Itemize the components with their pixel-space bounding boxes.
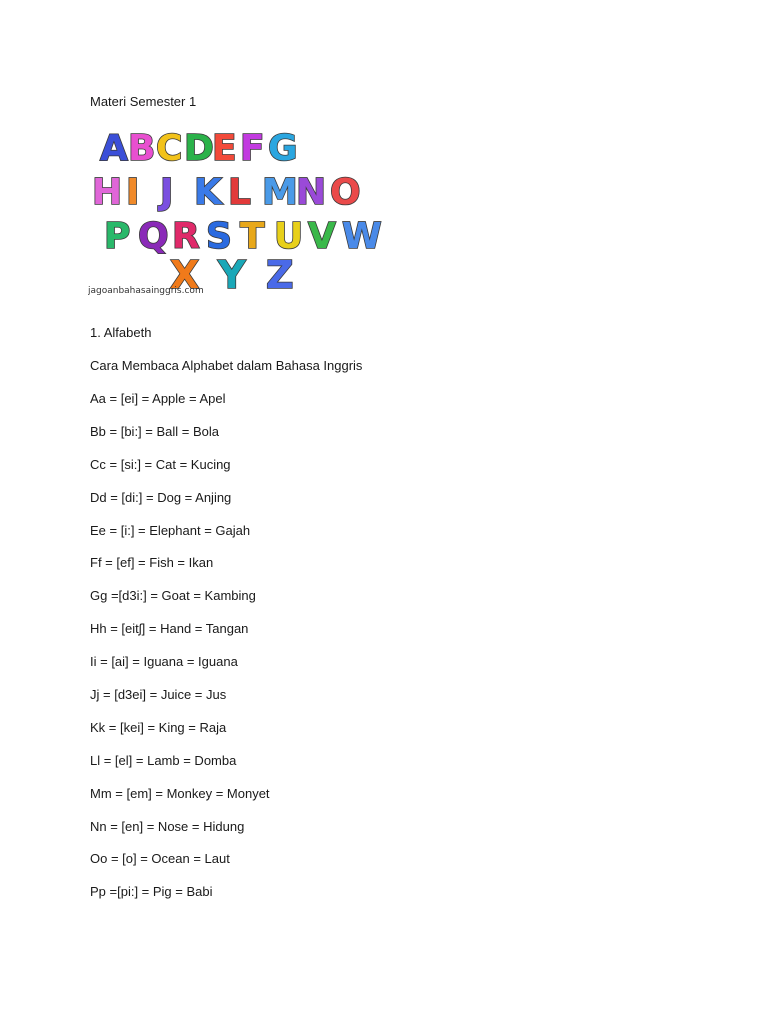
alphabet-letter: H	[92, 172, 123, 213]
alphabet-letter: O	[330, 172, 361, 213]
letter-entry: Hh = [eitʃ] = Hand = Tangan	[90, 621, 249, 637]
alphabet-image	[88, 122, 388, 297]
alphabet-letter: Q	[138, 216, 169, 257]
letter-entry: Dd = [di:] = Dog = Anjing	[90, 489, 232, 505]
alphabet-letter: N	[296, 172, 327, 213]
letter-list	[90, 391, 270, 917]
alphabet-letter: B	[128, 128, 156, 169]
letter-entry: Cc = [si:] = Cat = Kucing	[90, 456, 231, 472]
alphabet-letter: F	[240, 128, 265, 169]
alphabet-letter: V	[308, 216, 336, 257]
alphabet-letter: G	[268, 128, 298, 169]
alphabet-letter: L	[228, 172, 251, 213]
alphabet-letter: A	[100, 128, 128, 169]
letter-entry: Gg =[d3i:] = Goat = Kambing	[90, 588, 256, 604]
page-title: Materi Semester 1	[90, 94, 197, 109]
letter-entry: Ee = [i:] = Elephant = Gajah	[90, 522, 251, 538]
alphabet-letter: I	[126, 172, 140, 213]
letter-entry: Oo = [o] = Ocean = Laut	[90, 851, 230, 867]
alphabet-letter: J	[160, 172, 174, 213]
alphabet-letter: T	[240, 216, 265, 257]
subheading: Cara Membaca Alphabet dalam Bahasa Inggris	[90, 358, 363, 373]
letter-entry: Ff = [ef] = Fish = Ikan	[90, 555, 214, 571]
alphabet-letter: X	[170, 253, 200, 297]
letter-entry: Ll = [el] = Lamb = Domba	[90, 752, 237, 768]
letter-entry: Jj = [d3ei] = Juice = Jus	[90, 687, 227, 703]
alphabet-letter: P	[104, 216, 131, 257]
letter-entry: Kk = [kei] = King = Raja	[90, 719, 227, 735]
image-credit: jagoanbahasainggris.com	[88, 286, 204, 296]
alphabet-letter: K	[194, 172, 222, 213]
letter-entry: Mm = [em] = Monkey = Monyet	[90, 785, 270, 801]
alphabet-letter: C	[156, 128, 183, 169]
letter-entry: Aa = [ei] = Apple = Apel	[90, 391, 226, 406]
alphabet-letter: Y	[218, 253, 246, 297]
letter-entry: Pp =[pi:] = Pig = Babi	[90, 884, 213, 900]
alphabet-letter: Z	[266, 253, 294, 297]
letter-entry: Bb = [bi:] = Ball = Bola	[90, 423, 219, 439]
alphabet-letter: U	[274, 216, 304, 257]
alphabet-letter: D	[184, 128, 214, 169]
letter-entry: Nn = [en] = Nose = Hidung	[90, 818, 245, 834]
alphabet-letter: S	[206, 216, 232, 257]
alphabet-letter: R	[172, 216, 200, 257]
alphabet-letter: M	[262, 172, 298, 213]
section-heading: 1. Alfabeth	[90, 325, 152, 340]
letter-entry: Ii = [ai] = Iguana = Iguana	[90, 654, 238, 670]
alphabet-letter: E	[212, 128, 237, 169]
alphabet-letter: W	[342, 216, 382, 257]
